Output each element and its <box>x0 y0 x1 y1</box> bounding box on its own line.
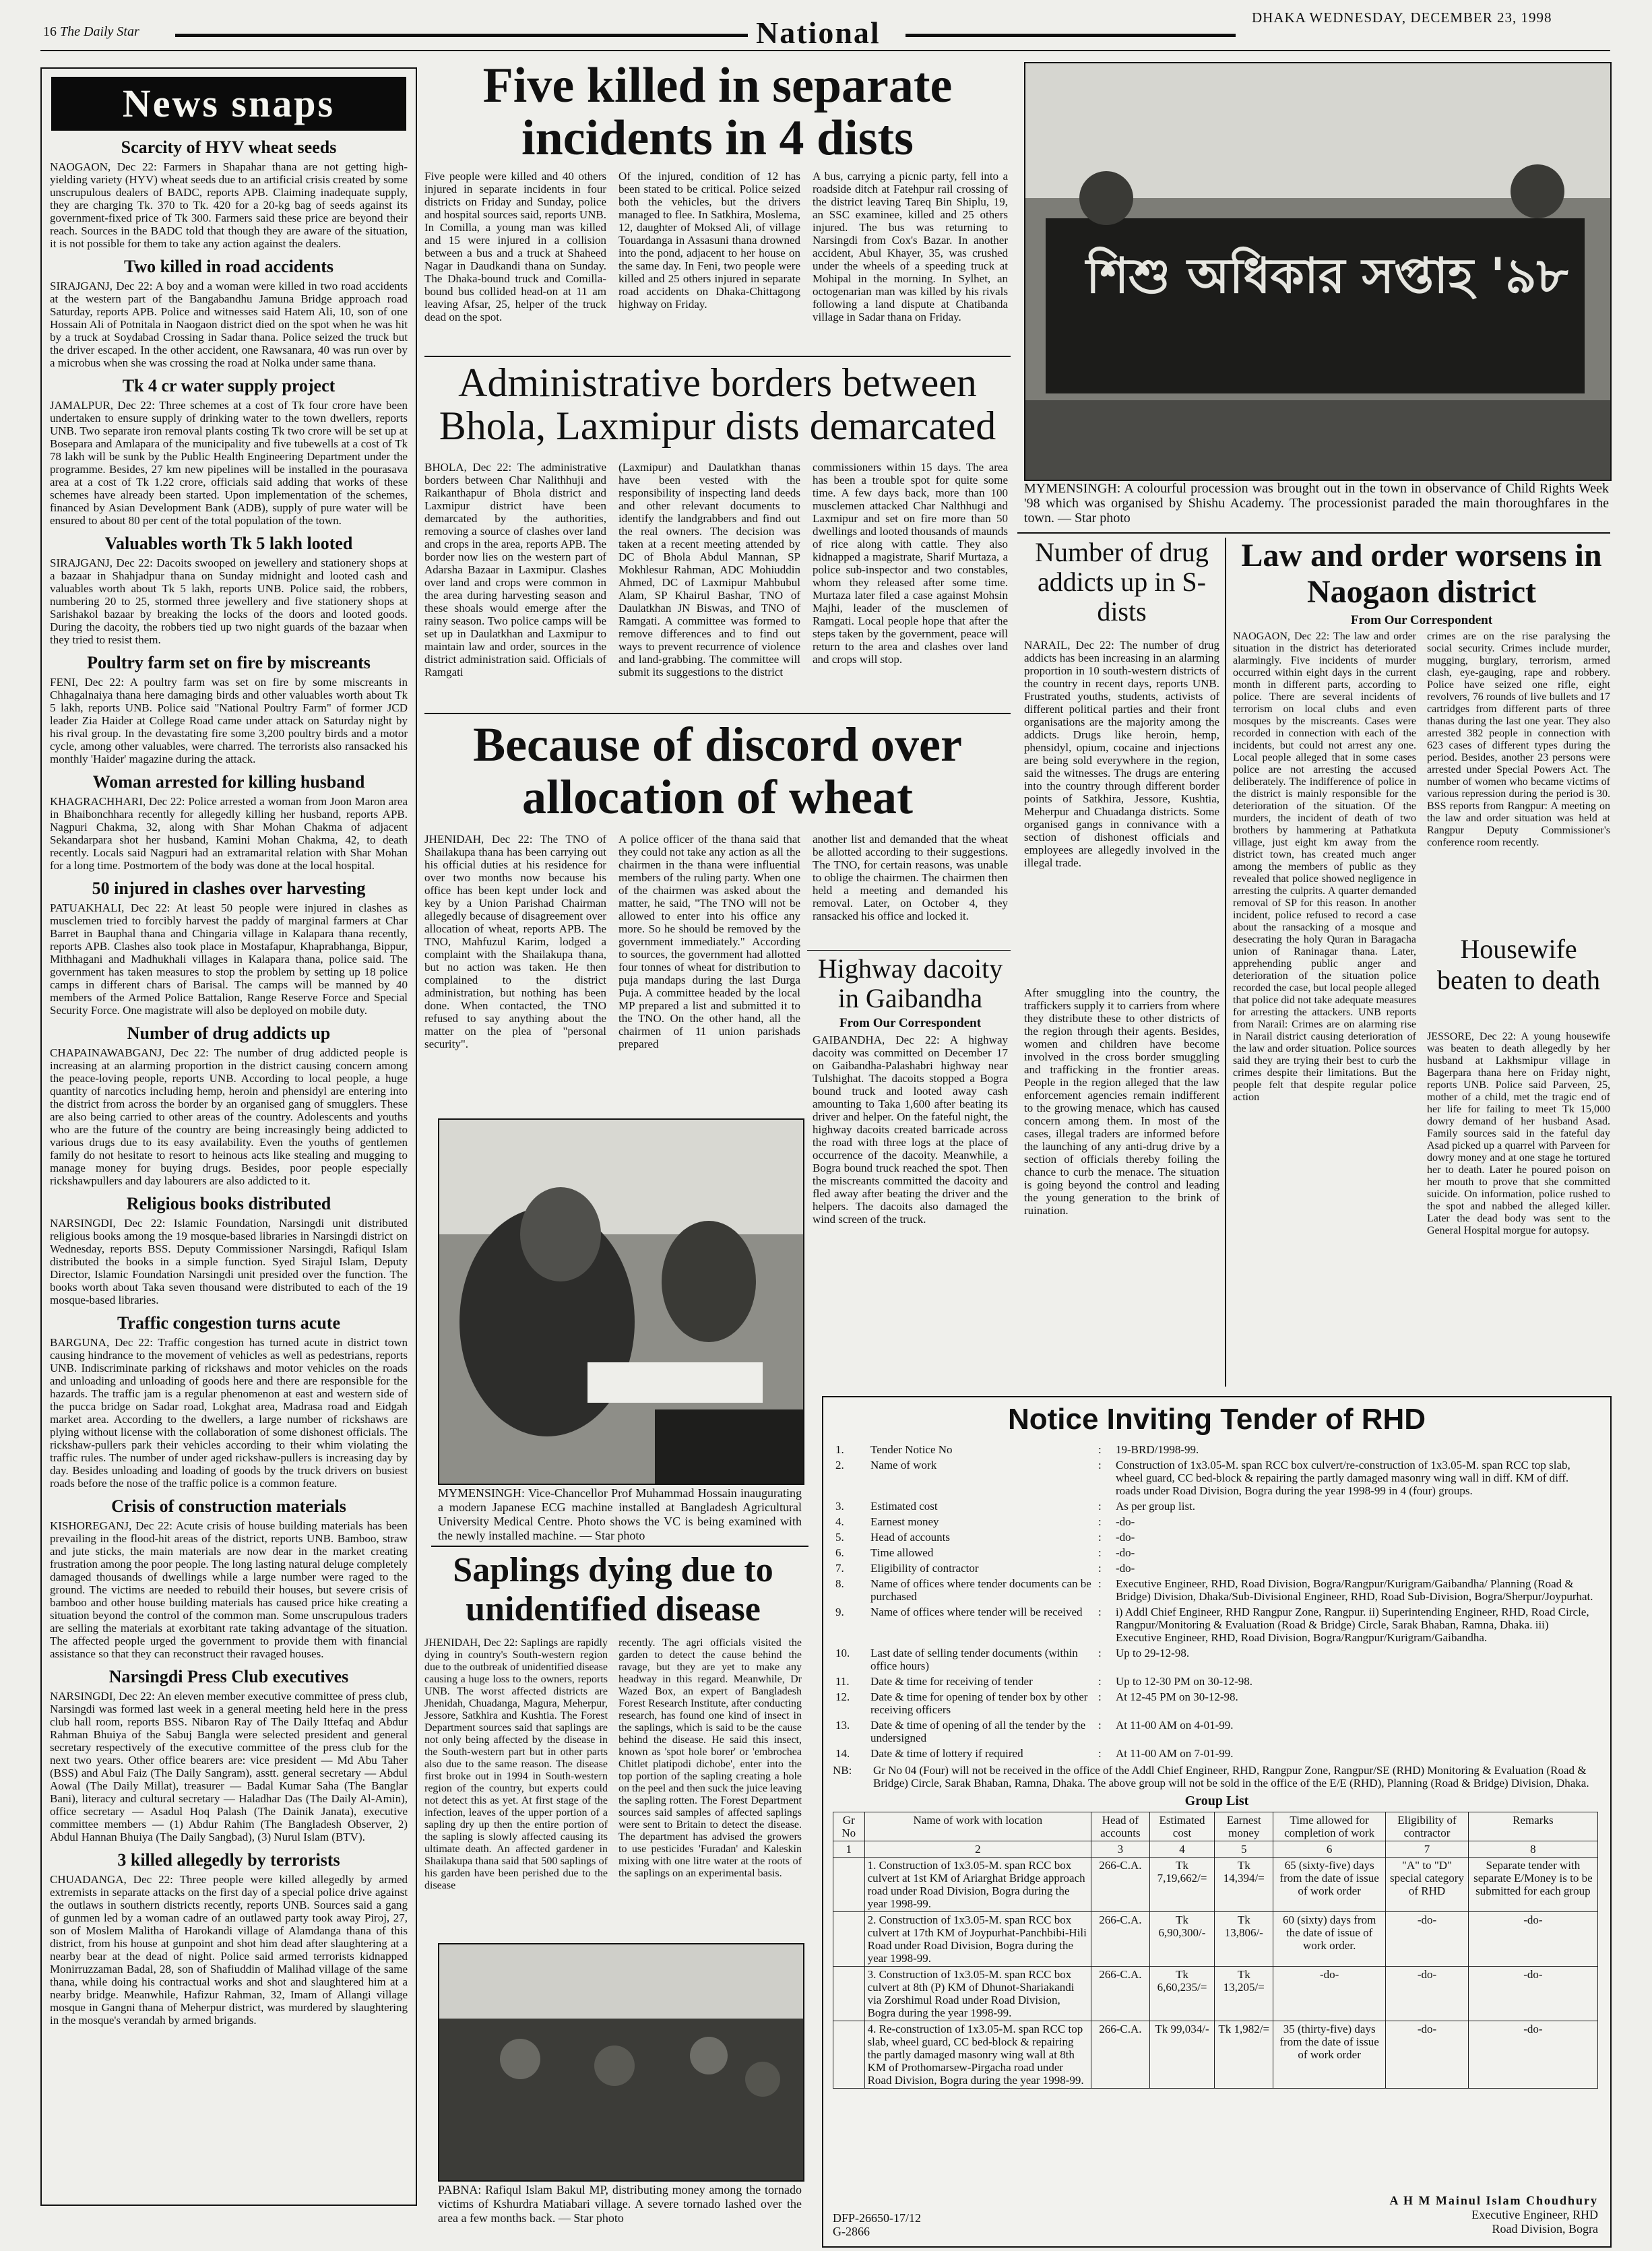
tender-item-row <box>833 1717 1598 1746</box>
group-cell-remarks: -do- <box>1468 2021 1597 2089</box>
masthead-rule-left <box>175 34 748 37</box>
tender-item-n: 5. <box>835 1531 844 1544</box>
snap-headline: Number of drug addicts up <box>127 1023 331 1043</box>
tender-item-value: Executive Engineer, RHD, Road Division, Bogra/Rangpur/Kurigram/Gaibandha/ Planning (Road & Bridge) Division, Dhaka/Sub-Divisional Engineer, RHD, Road Sub-Division, Bogra/Sherpur/Joypurhat. <box>1116 1577 1593 1603</box>
section-name: National <box>756 15 881 50</box>
tender-item-n: 7. <box>835 1562 844 1575</box>
story-wheat-col2: A police officer of the thana said that they could not take any action as all the chairmen in the thana were influential members of the ruling party. When one of the chairmen was asked about the matter, he said, "The TNO will not be allowed to enter into his office any more. So he should be removed by the government immediately." According to sources, the government had allotted four tonnes of wheat for distribution to puja mandaps during the last Durga Puja. A committee headed by the local MP prepared a list and submitted it to the TNO. On the other hand, all the chairmen of 11 union parishads prepared <box>618 833 800 1050</box>
snap-headline: Poultry farm set on fire by miscreants <box>87 653 371 672</box>
group-cell-earnest: Tk 1,982/= <box>1215 2021 1273 2089</box>
group-cell-remarks: Separate tender with separate E/Money is to be submitted for each group <box>1468 1858 1597 1912</box>
group-list-header: Head of accounts <box>1091 1812 1149 1841</box>
tender-item-sep: : <box>1098 1606 1102 1618</box>
news-snaps-banner: News snaps <box>51 77 406 131</box>
group-cell-head: 266-C.A. <box>1091 1912 1149 1967</box>
tender-item-row <box>833 1645 1598 1674</box>
group-cell-cost: Tk 6,90,300/- <box>1149 1912 1215 1967</box>
story-wheat-col3: another list and demanded that the wheat be allotted according to their suggestions. The TNO, for certain reasons, was unable to oblige the chairmen. The chairmen then held a meeting and demanded his removal. Later, on October 4, they ransacked his office and locked it. <box>813 833 1008 922</box>
tender-item-sep: : <box>1098 1515 1102 1528</box>
tender-item-label: Name of work <box>870 1459 937 1471</box>
snap-body: SIRAJGANJ, Dec 22: Dacoits swooped on jewellery and stationery shops at a bazaar in Shahjadpur thana on Sunday midnight and looted cash and valuables worth about Tk 5 lakh, reports UNB. Police said, the robbers, numbering 20 to 25, stormed three jewellery and five stationery shops at Sarishakol bazaar by breaking the locks of the doors and looted goods. During the dacoity, the robbers tied up two night guards of the bazaar when they tried to resist them. <box>50 557 408 646</box>
group-list-col-number: 8 <box>1468 1841 1597 1858</box>
group-list-col-number: 3 <box>1091 1841 1149 1858</box>
tender-item-sep: : <box>1098 1531 1102 1544</box>
group-cell-elig: -do- <box>1386 1967 1469 2021</box>
tender-item-n: 4. <box>835 1515 844 1528</box>
tender-item-value: -do- <box>1116 1515 1135 1528</box>
tender-nb-text: Gr No 04 (Four) will not be received in the office of the Addl Chief Engineer, RHD, Rangpur Zone, Rangpur/SE (RHD) Monitoring & Evaluation (Road & Bridge) Circle, Sarak Bhaban, Ramna, Dhaka. The above group will not be sold in the office of the E/E (RHD), Planning (Road & Bridge) Division, Dhaka. <box>873 1764 1589 1789</box>
headline-borders: Administrative borders between Bhola, Laxmipur dists demarcated <box>439 360 996 448</box>
tender-item-n: 10. <box>835 1647 850 1659</box>
news-snaps-column <box>40 67 417 2206</box>
tender-item-sep: : <box>1098 1690 1102 1703</box>
group-cell-name: 1. Construction of 1x3.05-M. span RCC box culvert at 1st KM of Ariarghat Bridge approach road under Road Division, Bogra during the year 1998-99. <box>864 1858 1091 1912</box>
column-rule <box>1225 538 1226 1387</box>
group-cell-elig: -do- <box>1386 1912 1469 1967</box>
group-cell-gr <box>833 2021 865 2089</box>
snap-body: KHAGRACHHARI, Dec 22: Police arrested a woman from Joon Maron area in Bhaibonchhara recently for allegedly killing her husband, reports APB. Nagpuri Chakma, 32, along with Shar Mohan Chakma of adjacent Sekandarpara shot her husband, Kamini Mohan Chakma, 42, to death recently. Locals said Nagpuri had an extramarital relation with Shar Mohan for a long time. Postmortem of the body was done at the local hospital. <box>50 795 408 872</box>
group-cell-head: 266-C.A. <box>1091 2021 1149 2089</box>
story-housewife-body: JESSORE, Dec 22: A young housewife was beaten to death allegedly by her husband at Lakhsmipur village in Bagerpara thana here on Friday night, reports UNB. Police said Parveen, 25, mother of a child, met the tragic end of her life for failing to meet Tk 15,000 dowry demand of her husband Asad. Family sources said in the fateful day Asad picked up a quarrel with Parveen for dowry money and at one stage he tortured her to death. Later he poured poison on her mouth to prove that she committed suicide. On information, police rushed to the spot and nabbed the alleged killer. Later the dead body was sent to the General Hospital morgue for autopsy. <box>1427 1031 1610 1236</box>
group-cell-remarks: -do- <box>1468 1912 1597 1967</box>
tender-item-row <box>833 1689 1598 1717</box>
group-cell-cost: Tk 6,60,235/= <box>1149 1967 1215 2021</box>
tender-item-value: i) Addl Chief Engineer, RHD Rangpur Zone, Rangpur. ii) Superintending Engineer, RHD, Road Circle, Rangpur/Monitoring & Evaluation (Road & Bridge) Circle, Sarak Bhaban, Ramna, Dhaka. iii) Executive Engineer, RHD, Road Division, Bogra/Rangpur/Kurigram/Gaibandha. <box>1116 1606 1589 1644</box>
page-folio <box>43 24 139 40</box>
tender-item-sep: : <box>1098 1747 1102 1760</box>
tender-item-value: At 12-45 PM on 30-12-98. <box>1116 1690 1238 1703</box>
group-cell-remarks: -do- <box>1468 1967 1597 2021</box>
tender-notice-box <box>822 1396 1612 2248</box>
tender-item-label: Name of offices where tender documents can be purchased <box>870 1577 1091 1603</box>
tender-item-label: Earnest money <box>870 1515 939 1528</box>
group-list-row <box>833 2021 1598 2089</box>
tender-item-label: Date & time of lottery if required <box>870 1747 1023 1760</box>
group-list-col-number: 5 <box>1215 1841 1273 1858</box>
tender-item-sep: : <box>1098 1546 1102 1559</box>
group-cell-earnest: Tk 13,205/= <box>1215 1967 1273 2021</box>
tender-item-value: -do- <box>1116 1562 1135 1575</box>
tender-item-sep: : <box>1098 1459 1102 1471</box>
snap-headline: 50 injured in clashes over harvesting <box>92 879 366 898</box>
caption-vc: MYMENSINGH: Vice-Chancellor Prof Muhammad Hossain inaugurating a modern Japanese ECG machine installed at Bangladesh Agricultural University Medical Centre. Photo shows the VC is being examined with the newly installed machine. — Star photo <box>438 1486 802 1542</box>
tender-item-row <box>833 1545 1598 1560</box>
tender-item-value: Up to 29-12-98. <box>1116 1647 1190 1659</box>
headline-housewife: Housewife beaten to death <box>1436 934 1601 995</box>
tender-item-row <box>833 1529 1598 1545</box>
group-cell-head: 266-C.A. <box>1091 1967 1149 2021</box>
tender-title: Notice Inviting Tender of RHD <box>1007 1403 1426 1436</box>
tender-item-label: Tender Notice No <box>870 1443 953 1456</box>
group-cell-elig: "A" to "D" special category of RHD <box>1386 1858 1469 1912</box>
group-cell-name: 4. Re-construction of 1x3.05-M. span RCC top slab, wheel guard, CC bed-block & repairing the partly damaged masonry wing wall at 8th KM of Prothomarsew-Pirgacha road under Road Division, Bogra during the year 1998-99. <box>864 2021 1091 2089</box>
group-cell-gr <box>833 1912 865 1967</box>
divider <box>431 1546 808 1547</box>
tender-item-value: As per group list. <box>1116 1500 1196 1513</box>
story-borders-col3: commissioners within 15 days. The area has been a trouble spot for quite some time. A few days back, more than 100 musclemen attacked Char Nalthhugi and Laxmipur and set on fire more than 50 dwellings and looted thousands of maunds of rice along with cattle. They also kidnapped a magistrate, Sharif Murtaza, a police sub-inspector and two constables, whom they released after some time. Murtaza later filed a case against Mohsin Majhi, leader of the musclemen of Ramgati. Local people hope that after the steps taken by the government, peace will return to the area and clashes over land and crops will stop. <box>813 461 1008 666</box>
tender-item-n: 14. <box>835 1747 850 1760</box>
tender-item-label: Date & time of opening of all the tender by the undersigned <box>870 1719 1086 1744</box>
group-cell-name: 3. Construction of 1x3.05-M. span RCC box culvert at 8th (P) KM of Dhunot-Shariakandi via Zorshimul Road under Road Division, Bogra during the year 1998-99. <box>864 1967 1091 2021</box>
law-byline: From Our Correspondent <box>1350 613 1493 627</box>
tender-item-label: Last date of selling tender documents (within office hours) <box>870 1647 1078 1672</box>
story-saplings-col1: JHENIDAH, Dec 22: Saplings are rapidly dying in country's South-western region due to the outbreak of unidentified disease causing a huge loss to the owners, reports UNB. The worst affected districts are Jhenidah, Chuadanga, Magura, Meherpur, Jessore, Satkhira and Kushtia. The Forest Department sources said that saplings are not only being affected by the disease in the South-western part but in other parts also due to the same reason. The disease first broke out in 1994 in South-western region of the country, but experts could not detect this as yet. At first stage of the infection, leaves of the upper portion of a sapling dry up then the entire portion of the sapling is slowly affected causing its ultimate death. An affected gardener in Shailakupa thana said that 500 saplings of his garden have been perished due to the disease <box>424 1637 608 1891</box>
snap-headline: Religious books distributed <box>126 1194 331 1213</box>
tender-nb <box>833 1764 1601 1789</box>
group-list-col-number: 1 <box>833 1841 865 1858</box>
page-number: 16 <box>43 24 57 39</box>
snap-body: NARSINGDI, Dec 22: Islamic Foundation, Narsingdi unit distributed religious books among the 19 mosque-based libraries in Narsingdi district on Wednesday, reports BSS. Deputy Commissioner Narsingdi, Rafiqul Islam distributed the books in a simple function. Syed Sirajul Islam, Deputy Director, Islamic Foundation Narsingdi unit presided over the function. The books worth about Taka seven thousand were distributed to each of the 19 mosque-based libraries. <box>50 1217 408 1306</box>
tender-item-label: Estimated cost <box>870 1500 938 1513</box>
news-snaps-list <box>42 137 416 2027</box>
paper-name: The Daily Star <box>60 24 139 39</box>
tender-item-label: Date & time for opening of tender box by other receiving officers <box>870 1690 1088 1716</box>
story-law-col2: crimes are on the rise paralysing the social security. Crimes include murder, mugging, burglary, terrorism, armed clash, eye-gauging, rape and robbery. Police have seized one rifle, eight revolvers, 76 rounds of live bullets and 17 cartridges from different parts of three thanas during the last one year. They also arrested 382 people in connection with 623 cases of different types during the period. Besides, another 23 persons were arrested under Special Powers Act. The number of women who became victims of various repression during the period is 30. BSS reports from Rangpur: A meeting on the law and order situation was held at Rangpur Deputy Commissioner's conference room recently. <box>1427 631 1610 848</box>
group-cell-name: 2. Construction of 1x3.05-M. span RCC box culvert at 17th KM of Joypurhat-Panchbibi-Hili Road under Road Division, Bogra during the year 1998-99. <box>864 1912 1091 1967</box>
tender-signatory: A H M Mainul Islam Choudhury <box>1389 2194 1598 2207</box>
tender-item-value: 19-BRD/1998-99. <box>1116 1443 1199 1456</box>
tender-signatory-block <box>1389 2194 1598 2236</box>
tender-item-label: Name of offices where tender will be received <box>870 1606 1083 1618</box>
divider <box>807 950 1011 951</box>
group-cell-earnest: Tk 13,806/- <box>1215 1912 1273 1967</box>
snap-body: KISHOREGANJ, Dec 22: Acute crisis of house building materials has been prevailing in the flood-hit areas of the district, reports UNB. Bamboo, straw and jute sticks, the main materials are now dear in the market creating frustration among the poor people. The long lasting natural deluge completely damaged thousands of dwellings while a large number were raged to the ground. The victims are needed to rebuild their houses, but severe crisis of bamboo and other house building materials has caused price hike creating a situation beyond the control of the common man. Some unscrupulous traders are selling the materials at exorbitant rate taking advantage of the situation. The affected people urged the government to provide them with financial assistance so that they can reconstruct their ravaged houses. <box>50 1519 408 1660</box>
headline-drug: Number of drug addicts up in S-dists <box>1035 537 1209 627</box>
tender-item-sep: : <box>1098 1443 1102 1456</box>
photo-vc-ecg <box>438 1118 804 1485</box>
snap-headline: Tk 4 cr water supply project <box>122 376 336 395</box>
group-list-header: Estimated cost <box>1149 1812 1215 1841</box>
group-cell-time: -do- <box>1273 1967 1386 2021</box>
tender-item-sep: : <box>1098 1647 1102 1659</box>
tender-item-sep: : <box>1098 1500 1102 1513</box>
divider <box>424 356 1011 357</box>
group-list-header: Remarks <box>1468 1812 1597 1841</box>
tender-item-label: Date & time for receiving of tender <box>870 1675 1033 1688</box>
story-borders-col1: BHOLA, Dec 22: The administrative borders between Char Nalithhuji and Raikanthapur of Bhola district and Laxmipur district have been demarcated by the authorities, removing a source of clashes over land and crops in the area, reports APB. The border now lies on the western part of Adarsha Bazaar in Laxmipur. Clashes over land and crops were common in the area during harvesting season and these shoals would emerge after the rainy season. Two police camps will be set up in Daulatkhan and Laxmipur to maintain law and order, sources in the district administration said. Officials of Ramgati <box>424 461 606 678</box>
snap-headline: Two killed in road accidents <box>123 257 334 276</box>
headline-saplings: Saplings dying due to unidentified disease <box>453 1551 773 1628</box>
tender-item-row <box>833 1514 1598 1529</box>
tender-item-row <box>833 1560 1598 1576</box>
tender-item-n: 1. <box>835 1443 844 1456</box>
group-cell-elig: -do- <box>1386 2021 1469 2089</box>
group-cell-gr <box>833 1858 865 1912</box>
group-cell-cost: Tk 7,19,662/= <box>1149 1858 1215 1912</box>
group-cell-time: 65 (sixty-five) days from the date of issue of work order <box>1273 1858 1386 1912</box>
group-list-col-number: 4 <box>1149 1841 1215 1858</box>
tender-ref-code: DFP-26650-17/12 <box>833 2211 922 2225</box>
group-list-title: Group List <box>1184 1794 1249 1808</box>
tender-item-n: 3. <box>835 1500 844 1513</box>
tender-item-value: At 11-00 AM on 4-01-99. <box>1116 1719 1234 1732</box>
group-list-col-number: 2 <box>864 1841 1091 1858</box>
tender-item-n: 11. <box>835 1675 850 1688</box>
snap-headline: Traffic congestion turns acute <box>117 1313 340 1333</box>
caption-procession: MYMENSINGH: A colourful procession was brought out in the town in observance of Child Rights Week '98 which was organised by Shishu Academy. The processionist paraded the main thoroughfares in the town. — Star photo <box>1024 481 1609 526</box>
group-cell-gr <box>833 1967 865 2021</box>
tender-item-n: 6. <box>835 1546 844 1559</box>
headline-five-killed: Five killed in separate incidents in 4 dists <box>482 58 953 166</box>
story-wheat-col1: JHENIDAH, Dec 22: The TNO of Shailakupa thana has been carrying out his official duties at his residence for over two months now because his office has been kept under lock and key by a Union Parishad Chairman allegedly because of disagreement over allocation of wheat, reports APB. The TNO, Mahfuzul Karim, lodged a complaint with the Shailakupa thana, but no action was taken. He then complained to the district administration, but nothing has been done. When contacted, the TNO refused to say anything about the matter on the plea of "personal security". <box>424 833 606 1050</box>
photo-procession <box>1024 62 1612 481</box>
tender-item-row <box>833 1457 1598 1498</box>
group-list-col-number: 7 <box>1386 1841 1469 1858</box>
tender-item-n: 13. <box>835 1719 850 1732</box>
group-list-header: Name of work with location <box>864 1812 1091 1841</box>
snap-body: CHAPAINAWABGANJ, Dec 22: The number of drug addicted people is increasing at an alarming proportion in the district causing concern among the peace-loving people, reports UNB. According to local people, a huge quantity of narcotics including hemp, heroin and phensidyl are entering into the district from across the border by an organised gang of smugglers. These are also being carried to other areas of the country. Adolescents and youths who are the future of the country are being increasingly being addicted to various drugs due to its easy availability. Even the youths of gentlemen family do not hesitate to resort to heinous acts like stealing and mugging to manage money for buying drugs. Besides, poor people especially rickshawpullers and day labourers are also addicted to it. <box>50 1046 408 1187</box>
tender-item-value: Construction of 1x3.05-M. span RCC box culvert/re-construction of 1x3.05-M. span RCC top slab, wheel guard, CC bed-block & repairing the partly damaged masonry wing wall in diff. KM of diff. roads under Road Division, Bogra during the year 1998-99 in 4 (four) groups. <box>1116 1459 1570 1497</box>
story-saplings-col2: recently. The agri officials visited the garden to detect the cause behind the ravage, but they are yet to make any headway in this regard. Meanwhile, Dr Wazed Box, an expert of Bangladesh Forest Research Institute, after conducting research, has found one kind of insect in the saplings, which is said to be the cause behind the disease. He said this insect, known as 'spot hole borer' or 'embrochea Chitlet platipodi dichobe', enter into the top portion of the sapling creating a hole on the peel and then suck the juice leaving the sapling rotten. The Forest Department sources said samples of affected saplings were sent to Britain to detect the disease. The department has advised the growers to use pesticides 'Furadan' and Kaleskin mixing with one litre water at the roots of the saplings on an experimental basis. <box>618 1637 802 1879</box>
divider <box>1017 532 1610 534</box>
tender-item-row <box>833 1576 1598 1604</box>
photo-pabna-image <box>439 1944 803 2180</box>
photo-pabna <box>438 1943 804 2182</box>
tender-ref-code: G-2866 <box>833 2225 870 2238</box>
tender-designation: Executive Engineer, RHD <box>1471 2208 1598 2221</box>
tender-items-table <box>833 1442 1598 1761</box>
tender-item-n: 9. <box>835 1606 844 1618</box>
group-list-table <box>833 1812 1598 2089</box>
procession-banner-text: শিশু অধিকার সপ্তাহ '৯৮ <box>1086 247 1568 304</box>
group-cell-head: 266-C.A. <box>1091 1858 1149 1912</box>
headline-law: Law and order worsens in Naogaon district <box>1241 538 1602 610</box>
caption-pabna: PABNA: Rafiqul Islam Bakul MP, distributing money among the tornado victims of Kshurdra Matiabari village. A severe tornado lashed over the area a few months back. — Star photo <box>438 2183 802 2225</box>
tender-item-n: 12. <box>835 1690 850 1703</box>
story-five-killed-col2: Of the injured, condition of 12 has been stated to be critical. Police seized both the vehicles, but the drivers managed to flee. In Satkhira, Moslema, 12, daughter of Moksed Ali, of village Touardanga in Assasuni thana drowned into the pond, adjacent to her house on the same day. In Feni, two people were killed and 25 others injured in separate road accidents on Dhaka-Chittagong highway on Friday. <box>618 170 800 311</box>
group-list-header: Gr No <box>833 1812 865 1841</box>
tender-item-value: -do- <box>1116 1531 1135 1544</box>
highway-byline: From Our Correspondent <box>839 1016 982 1030</box>
tender-item-row <box>833 1746 1598 1761</box>
group-cell-time: 35 (thirty-five) days from the date of issue of work order <box>1273 2021 1386 2089</box>
snap-headline: 3 killed allegedly by terrorists <box>117 1850 340 1870</box>
tender-item-sep: : <box>1098 1577 1102 1590</box>
group-cell-cost: Tk 99,034/- <box>1149 2021 1215 2089</box>
story-law-col1: NAOGAON, Dec 22: The law and order situation in the district has deteriorated alarmingly. Five incidents of murder occurred within eight days in the current month in different parts, according to police. There are several incidents of terrorism on local clubs and even mosques by the miscreants. Cases were recorded in connection with each of the incidents, but could not arrest any one. Local people alleged that in some cases police are not arresting the accused deliberately. The indifference of police in the district is mainly responsible for the deterioration of the situation. Of the murders, the incident of death of two brothers by hammering at Pathatkuta village, just eight km away from the district town, has created much anger among the members of public as they revealed that police showed negligence in arresting the culprits. A quarter demanded removal of SP for this reason. In another incident, police refused to record a case about the ransacking of a mosque and desecrating the holy Quran in Baragacha union of Raninagar thana. Later, apprehending public anger and deterioration of the situation police recorded the case, but local people alleged that police did not take adequate measures for arresting the attackers. UNB reports from Narail: Crimes are on alarming rise in Narail district causing deterioration of the law and order situation. Police sources said they are trying their best to curb the crimes despite their limitations. But the people felt that despite regular police action <box>1233 631 1416 1103</box>
tender-item-value: At 11-00 AM on 7-01-99. <box>1116 1747 1234 1760</box>
group-list-header: Earnest money <box>1215 1812 1273 1841</box>
photo-procession-image <box>1025 63 1610 480</box>
group-list-row <box>833 1912 1598 1967</box>
tender-item-sep: : <box>1098 1675 1102 1688</box>
tender-item-n: 2. <box>835 1459 844 1471</box>
tender-office: Road Division, Bogra <box>1492 2222 1598 2236</box>
snap-headline: Scarcity of HYV wheat seeds <box>121 137 337 157</box>
tender-item-label: Head of accounts <box>870 1531 951 1544</box>
photo-vc-ecg-image <box>439 1120 803 1484</box>
tender-item-n: 8. <box>835 1577 844 1590</box>
snap-body: CHUADANGA, Dec 22: Three people were killed allegedly by armed extremists in separate attacks on the first day of a special police drive against the outlaws in southern districts recently, reports UNB. Sources said a gang of gunmen led by a woman cadre of an outlawed party took away Piroj, 27, son of Moslem Malitha of Harokandi village of Alamdanga thana of this district, from his house at gunpoint and shot him dead after slaughtering at a nearby bear at the dead of night. Police said armed terrorists kidnapped Monirruzzaman Badal, 28, son of Shafiuddin of Malihad village of the same thana, while doing his contractual works and shot and slaughtered him at a nearby bridge. Meanwhile, Hafizur Rahman, 32, Imam of Allangi village mosque in Gangni thana of Meherpur district, was murdered by slaughtering in the mosque's verandah by armed brigands. <box>50 1873 408 2027</box>
masthead-rule-right <box>906 34 1236 37</box>
snap-headline: Woman arrested for killing husband <box>92 772 365 792</box>
group-list-row <box>833 1967 1598 2021</box>
tender-item-row <box>833 1498 1598 1514</box>
tender-item-value: Up to 12-30 PM on 30-12-98. <box>1116 1675 1253 1688</box>
group-cell-time: 60 (sixty) days from the date of issue of work order. <box>1273 1912 1386 1967</box>
headline-wheat: Because of discord over allocation of wheat <box>473 718 962 824</box>
tender-nb-label: NB: <box>833 1764 852 1777</box>
snap-body: BARGUNA, Dec 22: Traffic congestion has turned acute in district town causing hindrance to the movement of vehicles as well as pedestrians, reports UNB. Indiscriminate parking of rickshaws and motor vehicles on the roads and unloading and unloading of goods here and there are responsible for the hazards. The traffic jam is a regular phenomenon at east and western side of the pucca bridge on Sadar road, Lokghat area, Madrasa road and Eidgah market area. According to the dwellers, a large number of rickshaws are plying without license with the collaboration of some dishonest officials. The rickshaw-pullers park their vehicles according to their whim violating the traffic rules. The number of under aged rickshaw-pullers is increasing day by day. Besides unloading and loading of goods by the truck drivers on busiest roads before the nose of the traffic police is a common feature. <box>50 1336 408 1490</box>
tender-item-row <box>833 1604 1598 1645</box>
masthead-underline <box>40 50 1610 51</box>
group-list-row <box>833 1858 1598 1912</box>
story-drug-col2: After smuggling into the country, the traffickers supply it to carriers from where they distribute these to other districts of the region through their agents. Besides, women and children have become involved in the cross border smuggling and trafficking in the frontier areas. People in the region alleged that the law enforcement agencies remain indifferent to the growing menace, which has caused concern among them. In most of the cases, illegal traders are informed before the launching of any anti-drug drive by a section of officials thereby foiling the chance to curb the menace. The situation is going beyond the control and leading the young generation to the brink of ruination. <box>1024 986 1219 1217</box>
snap-body: SIRAJGANJ, Dec 22: A boy and a woman were killed in two road accidents at the western part of the Bangabandhu Jamuna Bridge approach road Saturday, reports APB. Police and witnesses said Hatem Ali, 10, son of one Hossain Ali of Potnitala in Naogaon district died on the spot when he was hit by a truck at Soydabad Crossing in Sadar thana. Police seized the truck but the driver escaped. In the other accident, one Rawsanara, 40 was run over by a microbus when she was crossing the road at Nolka under same thana. <box>50 280 408 369</box>
snap-body: FENI, Dec 22: A poultry farm was set on fire by some miscreants in Chhagalnaiya thana here damaging birds and other valuables worth about Tk 5 lakh, reports UNB. Police said "National Poultry Farm" of former JCD leader Zia Haider at College Road came under attack on Saturday night by his rival group. In the devastating fire some 3,200 poultry birds and a motor cycle, among other valuables, were charred. The terrorists also ransacked his monthly 'Haider' magazine during the attack. <box>50 676 408 765</box>
story-borders-col2: (Laxmipur) and Daulatkhan thanas have been vested with the responsibility of inspecting land deeds and other relevant documents to identify the landgrabbers and find out the real owners. The decision was taken at a recent meeting attended by DC of Bhola Abdul Mannan, SP Mokhlesur Rahman, ADC Mohiuddin Ahmed, DC of Laxmipur Mahbubul Alam, SP Khairul Bashar, TNO of Daulatkhan JN Biswas, and TNO of Ramgati. A committee was formed to remove differences and to find out ways to prevent recurrence of violence and land-grabbing. The committee will submit its suggestions to the district <box>618 461 800 678</box>
tender-item-sep: : <box>1098 1719 1102 1732</box>
tender-item-row <box>833 1674 1598 1689</box>
group-cell-earnest: Tk 14,394/= <box>1215 1858 1273 1912</box>
tender-item-value: -do- <box>1116 1546 1135 1559</box>
snap-body: PATUAKHALI, Dec 22: At least 50 people were injured in clashes as musclemen tried to forcibly harvest the paddy of marginal farmers at Char Barret in Bauphal thana and Chingaria village in Kalapara thana recently, reports APB. Clashes also took place in Mostafapur, Khaprabhanga, Bippur, Mithhagani and Madhukhali villages in Kalapara thana, police said. The government has taken measures to stop the problem by setting up 18 police camps in different chars of Barisal. The camps will be manned by 40 members of the Armed Police Battalion, Range Reserve Force and Special Security Force. One magistrate will also be deployed on mobile duty. <box>50 901 408 1017</box>
dateline: DHAKA WEDNESDAY, DECEMBER 23, 1998 <box>1252 9 1552 26</box>
snap-headline: Narsingdi Press Club executives <box>108 1667 349 1686</box>
headline-highway: Highway dacoity in Gaibandha <box>817 953 1003 1013</box>
group-list-header: Eligibility of contractor <box>1386 1812 1469 1841</box>
snap-headline: Valuables worth Tk 5 lakh looted <box>104 534 353 553</box>
tender-item-row <box>833 1442 1598 1457</box>
group-list-col-number: 6 <box>1273 1841 1386 1858</box>
snap-body: NARSINGDI, Dec 22: An eleven member executive committee of press club, Narsingdi was formed last week in a general meeting held here in the press club hall room, reports BSS. Nibaron Ray of The Daily Ittefaq and Abdur Rahman Bhuiya of the Sabuj Bangla were selected president and general secretary respectively of the executive committee of the press club for the next two years. Other office bearers are: vice president — Md Abu Taher (BSS) and Abul Faiz (The Daily Sangram), asstt. general secretary — Abdul Aowal (The Daily Millat), treasurer — Badal Kumar Saha (The Banglar Bani), literacy and cultural secretary — Haladhar Das (The Daily Al-Amin), office secretary — Asadul Hoq Palash (The Dainik Janata), executive committee members — (1) Abdur Rahim (The Bangladesh Observer, 2) Abdul Hannan Bhuiya (The Daily Sangbad), (3) Nurul Islam (BTV). <box>50 1690 408 1843</box>
snap-body: JAMALPUR, Dec 22: Three schemes at a cost of Tk four crore have been undertaken to ensure supply of drinking water to the town dwellers, reports UNB. Two separate iron removal plants costing Tk two crore will be set up at Bosepara and Amlapara of the municipality and five tubewells at a cost of Tk 78 lakh will be sunk by the Public Health Engineering Department under the programme. Besides, 27 km new pipelines will be installed in the pourasava area at a cost of Tk 1.22 crore, officials said adding that works of these schemes have already been started. Upon implementation of the schemes, financed by Asian Development Bank (ADB), supply of pure water will be ensured to about 80 per cent of the total population of the town. <box>50 399 408 527</box>
story-highway-body: GAIBANDHA, Dec 22: A highway dacoity was committed on December 17 on Gaibandha-Palashabri highway near Tulshighat. The dacoits stopped a Bogra bound truck and looted away cash amounting to Taka 1,600 after beating its driver and helper. On the fateful night, the highway dacoits created barricade across the road with three logs at the place of occurrence of the dacoity. Meanwhile, a Bogra bound truck reached the spot. Then the miscreants committed the dacoity and fled away after beating the driver and the helpers. The dacoits also damaged the wind screen of the truck. <box>813 1034 1008 1226</box>
story-drug-col1: NARAIL, Dec 22: The number of drug addicts has been increasing in an alarming proportion in 10 south-western districts of the country in recent days, reports UNB. Frustrated youths, students, activists of different political parties and their front organisations are the majority among the addicts. Drugs like heroin, hemp, phensidyl, opium, cocaine and injections are being sold everywhere in the region, said the witnesses. The drugs are entering into the country through different border points of Satkhira, Jessore, Kushtia, Meherpur and Chuadanga districts. Some organised gangs in connivance with a section of dishonest officials and employees are allegedly involved in the illegal trade. <box>1024 639 1219 869</box>
tender-item-label: Eligibility of contractor <box>870 1562 979 1575</box>
snap-body: NAOGAON, Dec 22: Farmers in Shapahar thana are not getting high-yielding variety (HYV) wheat seeds due to an artificial crisis created by some unscrupulous dealers of BADC, reports APB. Claiming inadequate supply, they are charging Tk. 370 to Tk. 420 for a 20-kg bag of seeds against its government-fixed price of Tk 300. Farmers said these price are beyond their reach. Sources in the BADC told that though they are aware of the situation, it is not possible for them to take any action against the dealers. <box>50 160 408 250</box>
tender-item-sep: : <box>1098 1562 1102 1575</box>
snap-headline: Crisis of construction materials <box>111 1496 346 1516</box>
story-five-killed-col1: Five people were killed and 40 others injured in separate incidents in four districts on Friday and Sunday, police and hospital sources said, reports UNB. In Comilla, a young man was killed and 15 were injured in a collision between a bus and a truck at Shaheed Nagar in Daudkandi thana on Sunday. The Dhaka-bound truck and Comilla-bound bus collided head-on at 11 am leaving Afsar, 25, helper of the truck dead on the spot. <box>424 170 606 323</box>
group-list-header: Time allowed for completion of work <box>1273 1812 1386 1841</box>
tender-item-label: Time allowed <box>870 1546 934 1559</box>
divider <box>424 713 1011 714</box>
tender-ref-codes <box>833 2211 921 2238</box>
story-five-killed-col3: A bus, carrying a picnic party, fell into a roadside ditch at Fatehpur rail crossing of the district leaving Tareq Bin Shiplu, 19, an SSC examinee, killed and 25 others injured. The bus was returning to Narsingdi from Cox's Bazar. In another accident, Abul Khayer, 35, was crushed under the wheels of a speeding truck at Mohipal in the morning. In Sylhet, an octogenarian man was killed by his rivals following a land dispute at Chatibanda village in Sadar thana on Friday. <box>813 170 1008 323</box>
